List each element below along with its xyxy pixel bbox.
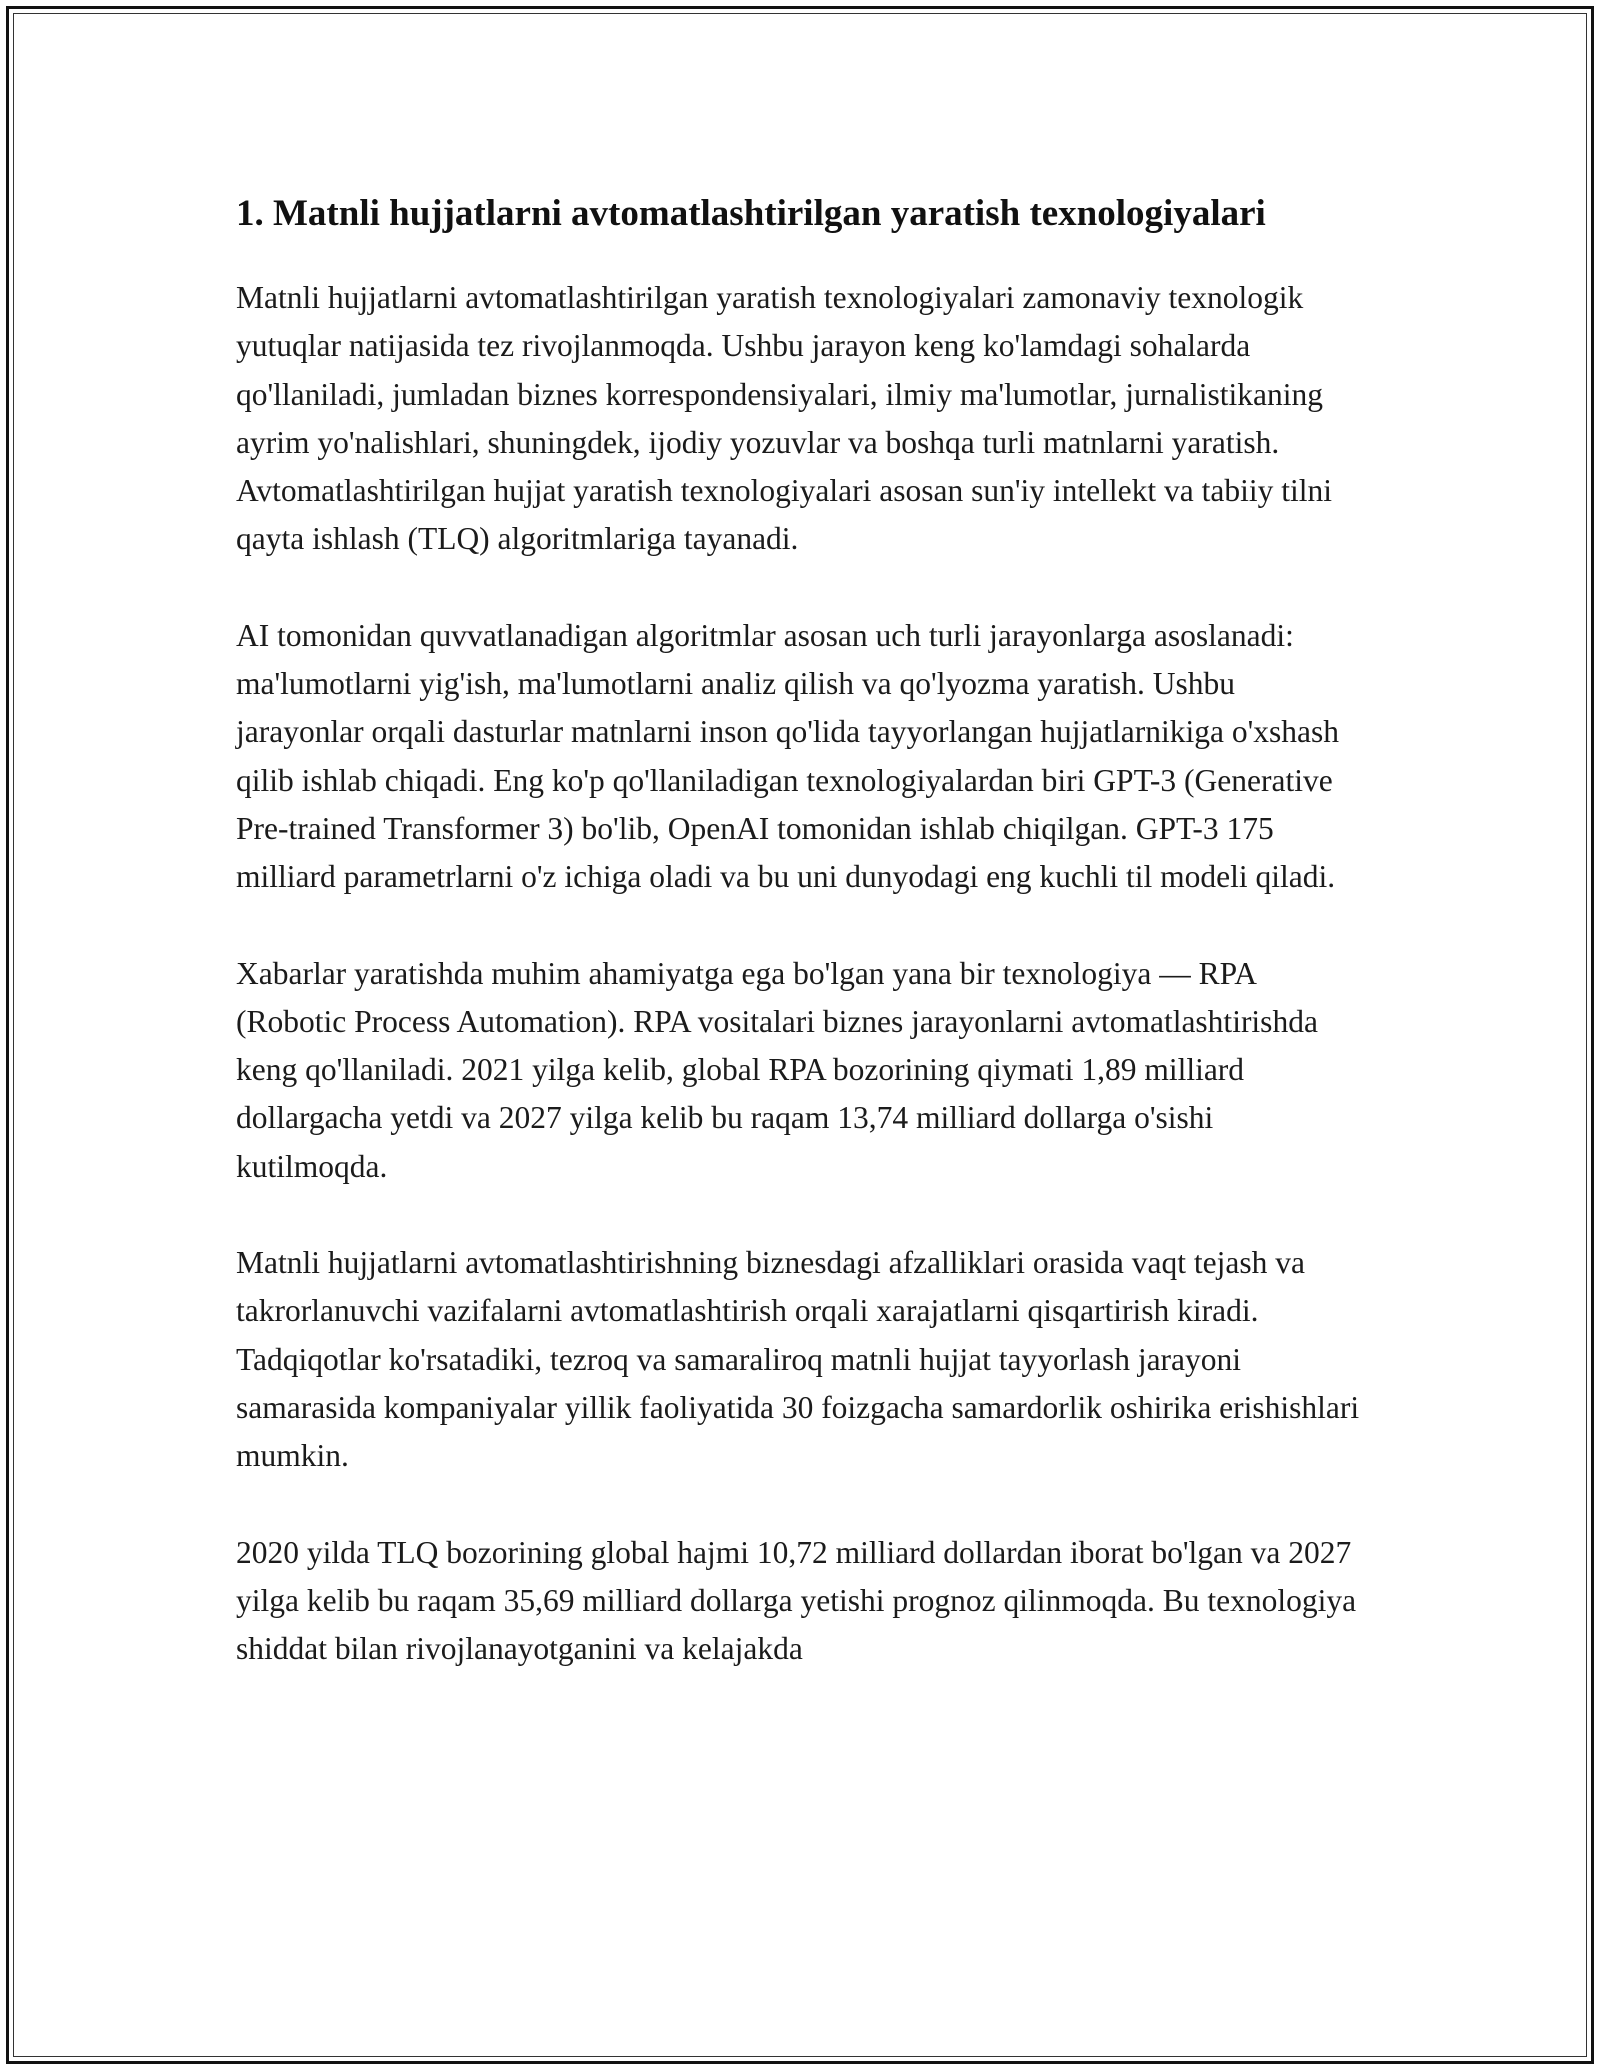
paragraph-intro: Matnli hujjatlarni avtomatlashtirilgan yaratish texnologiyalari zamonaviy texnologik yutuqlar natijasida tez rivojlanmoqda. Ushbu jarayon keng ko'lamdagi sohalarda qo'llaniladi, jumladan biznes korrespondensiyalari, ilmiy ma'lumotlar, jurnalistikaning ayrim yo'nalishlari, shuningdek, ijodiy yozuvlar va boshqa turli matnlarni yaratish. Avtomatlashtirilgan hujjat yaratish texnologiyalari asosan sun'iy intellekt va tabiiy tilni qayta ishlash (TLQ) algoritmlariga tayanadi. bbox=[236, 280, 1332, 557]
document-body bbox=[236, 188, 1366, 1721]
paragraph-rpa: Xabarlar yaratishda muhim ahamiyatga ega bo'lgan yana bir texnologiya — RPA (Robotic Process Automation). RPA vositalari biznes jarayonlarni avtomatlashtirishda keng qo'llaniladi. 2021 yilga kelib, global RPA bozorining qiymati 1,89 milliard dollargacha yetdi va 2027 yilga kelib bu raqam 13,74 milliard dollarga o'sishi kutilmoqda. bbox=[236, 955, 1318, 1184]
paragraph-ai-algorithms: AI tomonidan quvvatlanadigan algoritmlar asosan uch turli jarayonlarga asoslanadi: ma'lumotlarni yig'ish, ma'lumotlarni analiz qilish va qo'lyozma yaratish. Ushbu jarayonlar orqali dasturlar matnlarni inson qo'lida tayyorlangan hujjatlarnikiga o'xshash qilib ishlab chiqadi. Eng ko'p qo'llaniladigan texnologiyalardan biri GPT-3 (Generative Pre-trained Transformer 3) bo'lib, OpenAI tomonidan ishlab chiqilgan. GPT-3 175 milliard parametrlarni o'z ichiga oladi va bu uni dunyodagi eng kuchli til modeli qiladi. bbox=[236, 617, 1340, 895]
paragraph-business-benefits: Matnli hujjatlarni avtomatlashtirishning biznesdagi afzalliklari orasida vaqt tejash va takrorlanuvchi vazifalarni avtomatlashtirish orqali xarajatlarni qisqartirish kiradi. Tadqiqotlar ko'rsatadiki, tezroq va samaraliroq matnli hujjat tayyorlash jarayoni samarasida kompaniyalar yillik faoliyatida 30 foizgacha samardorlik oshirika erishishlari mumkin. bbox=[236, 1245, 1360, 1474]
section-heading: 1. Matnli hujjatlarni avtomatlashtirilgan yaratish texnologiyalari bbox=[236, 193, 1266, 234]
paragraph-tlq-market: 2020 yilda TLQ bozorining global hajmi 10,72 milliard dollardan iborat bo'lgan va 2027 yilga kelib bu raqam 35,69 milliard dollarga yetishi prognoz qilinmoqda. Bu texnologiya shiddat bilan rivojlanayotganini va kelajakda bbox=[236, 1534, 1357, 1667]
